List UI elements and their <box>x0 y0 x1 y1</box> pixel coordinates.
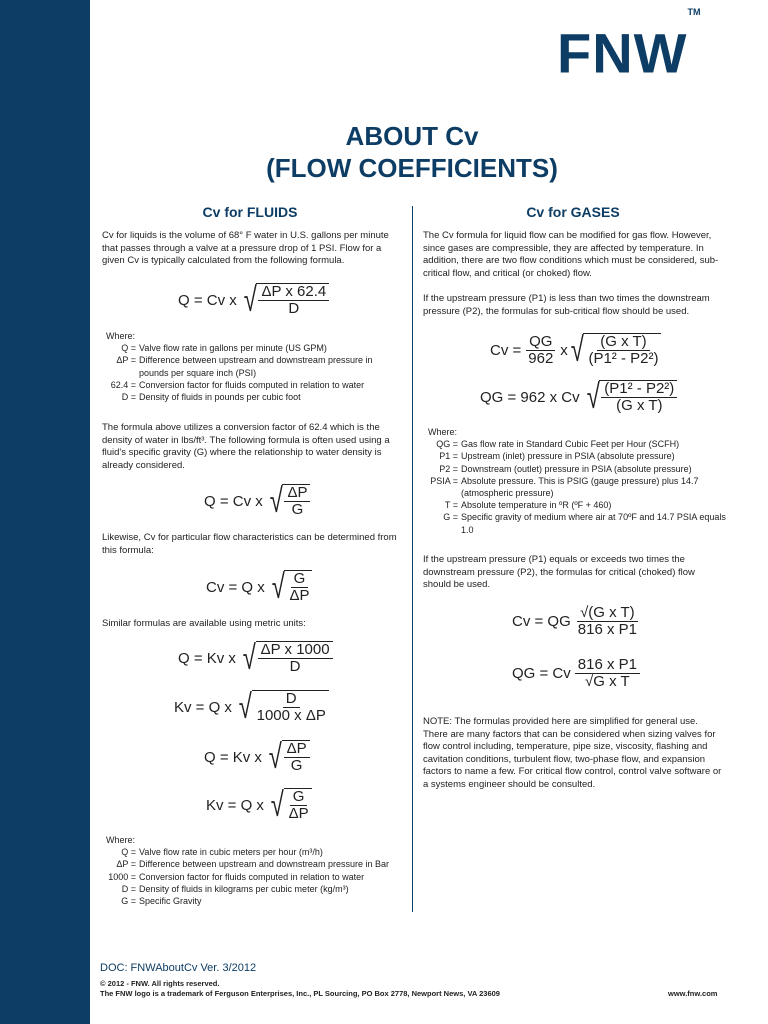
where-row <box>102 895 400 907</box>
website-url: www.fnw.com <box>668 989 718 998</box>
where-row <box>102 354 400 378</box>
radical: √ $\frac{\Delta P}{G}$ <box>266 740 310 774</box>
denominator: (G x T) <box>616 397 663 414</box>
fraction <box>575 657 640 690</box>
where-row <box>102 871 400 883</box>
formula-lhs: Kv = Q x <box>174 698 232 716</box>
where-value: Specific gravity of medium where air at 70ºF and 14.7 PSIA equals 1.0 <box>461 512 726 535</box>
where-key: 62.4 = <box>110 379 136 390</box>
where-label: Where: <box>428 427 458 437</box>
fraction <box>575 605 640 638</box>
where-key: Q = <box>121 847 136 858</box>
numerator: (P1² - P2²) <box>601 381 677 398</box>
denominator: ΔP <box>288 805 309 822</box>
fluids-para-4: Similar formulas are available using metric units: <box>102 618 306 629</box>
radical: √ $\frac{\text{(G x T)}}{\text{(P1² - P2²)}}$ <box>568 333 662 367</box>
where-row <box>102 846 400 858</box>
formula-cv-q-g <box>206 570 312 604</box>
formula-q-cv-62 <box>178 283 329 317</box>
where-value: Downstream (outlet) pressure in PSIA (absolute pressure) <box>461 463 692 474</box>
where-key: Q = <box>121 343 136 354</box>
where-row <box>420 511 726 535</box>
where-key: G = <box>443 512 458 523</box>
formula-lhs: Cv = QG <box>512 613 571 630</box>
where-key: T = <box>444 500 458 511</box>
where-value: Absolute pressure. This is PSIG (gauge pressure) plus 14.7 (atmospheric pressure) <box>461 475 699 499</box>
where-row <box>420 463 726 475</box>
formula-cv-gas-subcritical <box>490 333 661 367</box>
where-value: Valve flow rate in cubic meters per hour (m³/h) <box>139 847 323 858</box>
where-value: Upstream (inlet) pressure in PSIA (absolute pressure) <box>461 451 675 462</box>
where-label: Where: <box>106 835 136 845</box>
copyright: © 2012 - FNW. All rights reserved. <box>100 979 220 988</box>
fnw-logo: FNW™ <box>557 7 701 85</box>
radical: √ $\frac{G}{\Delta P}$ <box>268 788 312 822</box>
formula-lhs: Cv = Q x <box>206 578 265 596</box>
where-value: Gas flow rate in Standard Cubic Feet per Hour (SCFH) <box>461 439 680 450</box>
numerator: ΔP x 1000 <box>258 642 333 659</box>
radical: √ $\frac{\Delta P}{G}$ <box>267 484 311 518</box>
where-key: P1 = <box>439 451 458 462</box>
where-value: Difference between upstream and downstream pressure in pounds per square inch (PSI) <box>139 355 373 378</box>
fluids-para-2: The formula above utilizes a conversion factor of 62.4 which is the density of water in lbs/ft³. The following formula is often used using a fluid's specific gravity (G) where the relationship to water density is already considered. <box>102 422 390 471</box>
sidebar-band <box>0 0 90 1024</box>
numerator: QG <box>526 334 555 351</box>
numerator: D <box>283 691 300 708</box>
formula-lhs: Q = Kv x <box>178 649 236 667</box>
where-key: 1000 = <box>108 871 136 882</box>
numerator: (G x T) <box>597 334 649 351</box>
formula-qg-subcritical <box>480 380 677 414</box>
denominator: D <box>289 658 301 675</box>
where-key: QG = <box>436 439 458 450</box>
where-value: Absolute temperature in ºR (ºF + 460) <box>461 500 612 511</box>
formula-lhs: Q = Kv x <box>204 748 262 766</box>
where-value: Density of fluids in kilograms per cubic meter (kg/m³) <box>139 883 349 894</box>
title-line-1: ABOUT Cv <box>345 121 479 151</box>
formula-q-kv-1000 <box>178 641 333 675</box>
gases-heading: Cv for GASES <box>526 204 620 220</box>
radical: √ $\frac{\text{(P1² - P2²)}}{\text{(G x T)}}$ <box>584 380 678 414</box>
formula-cv-gas-critical <box>512 605 640 638</box>
radical: √ $\frac{\text{ΔP x 1000}}{D}$ <box>240 641 333 675</box>
numerator: √(G x T) <box>577 605 638 622</box>
where-value: Valve flow rate in gallons per minute (US GPM) <box>139 343 327 354</box>
where-row <box>420 438 726 450</box>
column-divider <box>412 206 413 912</box>
denominator: G <box>290 757 303 774</box>
where-row <box>420 450 726 462</box>
gases-note: NOTE: The formulas provided here are simplified for general use. There are many factors that can be considered when sizing valves for flow control including, temperature, pipe size, viscosity, flashing and cavitation conditions, turbulent flow, two-phase flow, and expansion factors to name a few. For critical flow control, control valve software or a systems engineer should be consulted. <box>423 716 722 790</box>
numerator: G <box>290 789 308 806</box>
where-value: Difference between upstream and downstream pressure in Bar <box>139 859 389 870</box>
where-value: Specific Gravity <box>139 896 202 907</box>
where-key: D = <box>121 883 136 894</box>
radical: √ $\frac{D}{\text{1000 x ΔP}}$ <box>236 690 329 724</box>
formula-lhs: QG = 962 x Cv <box>480 388 580 406</box>
times-sign: x <box>560 341 568 359</box>
where-row <box>102 883 400 895</box>
denominator: G <box>291 501 304 518</box>
where-row <box>102 391 400 403</box>
where-label: Where: <box>106 331 136 341</box>
radical: √ $\frac{G}{\Delta P}$ <box>269 570 313 604</box>
where-value: Conversion factor for fluids computed in relation to water <box>139 379 365 390</box>
fluids-heading: Cv for FLUIDS <box>202 204 298 220</box>
gases-para-3: If the upstream pressure (P1) equals or exceeds two times the downstream pressure (P2), the formulas for critical (choked) flow should be used. <box>423 554 695 591</box>
where-row <box>420 475 726 499</box>
formula-lhs: Kv = Q x <box>206 796 264 814</box>
formula-kv-q-1000 <box>174 690 329 724</box>
numerator: 816 x P1 <box>575 657 640 674</box>
fluids-where-2 <box>102 834 400 907</box>
where-key: G = <box>121 896 136 907</box>
denominator: 816 x P1 <box>577 621 637 638</box>
where-row <box>420 499 726 511</box>
where-row <box>102 858 400 870</box>
formula-q-cv-g <box>204 484 310 518</box>
where-row <box>102 342 400 354</box>
page-title <box>90 120 734 184</box>
where-key: P2 = <box>439 463 458 474</box>
fluids-where-1 <box>102 330 400 403</box>
title-line-2: (FLOW COEFFICIENTS) <box>266 153 558 183</box>
formula-lhs: QG = Cv <box>512 665 571 682</box>
numerator: G <box>291 571 309 588</box>
where-key: ΔP = <box>116 355 136 366</box>
trademark-notice: The FNW logo is a trademark of Ferguson Enterprises, Inc., PL Sourcing, PO Box 2778, Newport News, VA 23609 <box>100 989 500 998</box>
denominator: D <box>288 300 300 317</box>
formula-kv-q-g <box>206 788 312 822</box>
numerator: ΔP <box>284 485 310 502</box>
trademark-mark: TM <box>687 7 701 17</box>
denominator: (P1² - P2²) <box>588 350 659 367</box>
formula-qg-critical <box>512 657 640 690</box>
radical: √ $\frac{\text{ΔP x 62.4}}{D}$ <box>241 283 329 317</box>
denominator: √G x T <box>585 673 630 690</box>
where-key: PSIA = <box>430 475 458 486</box>
formula-lhs: Q = Cv x <box>178 291 237 309</box>
where-row <box>102 379 400 391</box>
numerator: ΔP <box>284 741 310 758</box>
formula-lhs: Q = Cv x <box>204 492 263 510</box>
fluids-intro: Cv for liquids is the volume of 68° F water in U.S. gallons per minute that passes through a valve at a pressure drop of 1 PSI. Flow for a given Cv is typically calculated from the following formula. <box>102 230 389 267</box>
where-key: ΔP = <box>116 859 136 870</box>
denominator: ΔP <box>289 587 310 604</box>
gases-intro: The Cv formula for liquid flow can be modified for gas flow. However, since gases are compressible, they are affected by temperature. In addition, there are two flow conditions which must be considered, sub-critical flow, and critical (or choked) flow. <box>423 230 719 279</box>
fraction <box>525 334 556 367</box>
formula-q-kv-g <box>204 740 310 774</box>
fluids-para-3: Likewise, Cv for particular flow characteristics can be determined from this formula: <box>102 532 397 556</box>
formula-lhs: Cv = <box>490 341 522 359</box>
gases-where <box>420 426 726 536</box>
doc-version: DOC: FNWAboutCv Ver. 3/2012 <box>100 962 257 974</box>
where-value: Conversion factor for fluids computed in relation to water <box>139 871 365 882</box>
numerator: ΔP x 62.4 <box>258 284 329 301</box>
where-key: D = <box>121 392 136 403</box>
denominator: 1000 x ΔP <box>256 707 326 724</box>
where-value: Density of fluids in pounds per cubic foot <box>139 392 301 403</box>
denominator: 962 <box>528 349 554 367</box>
gases-para-2: If the upstream pressure (P1) is less than two times the downstream pressure (P2), the formulas for sub-critical flow should be used. <box>423 293 710 317</box>
